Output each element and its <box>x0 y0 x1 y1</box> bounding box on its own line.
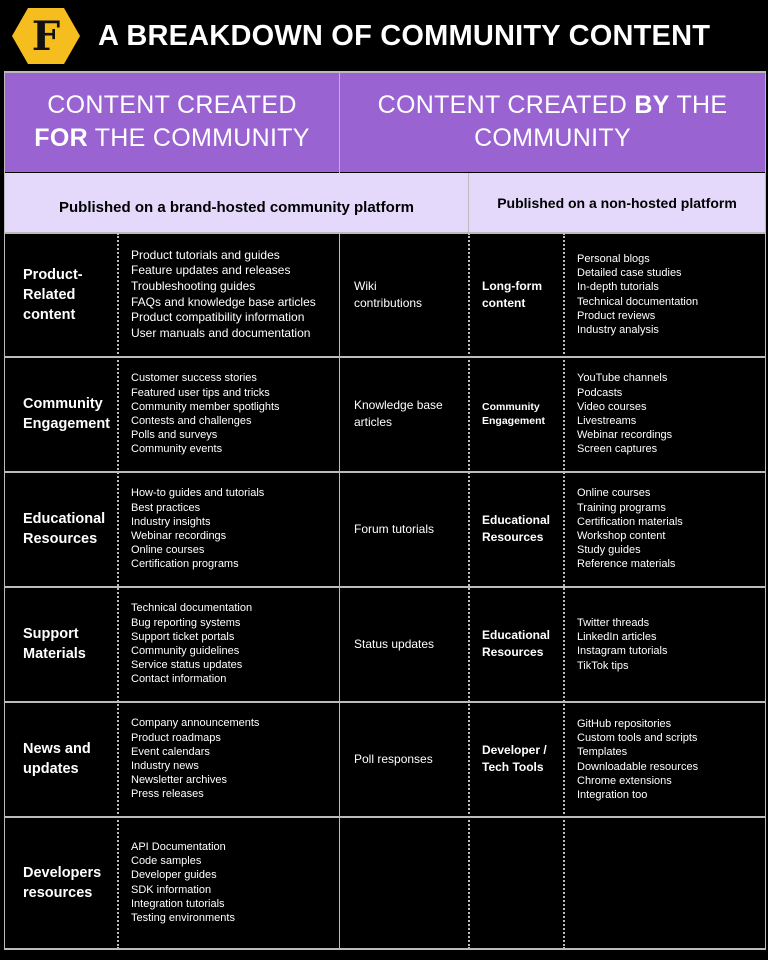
list-item: Screen captures <box>577 443 658 456</box>
list-item: Webinar recordings <box>131 530 227 542</box>
list-item: Twitter threads <box>577 617 650 629</box>
column-divider <box>339 233 340 949</box>
list-item: Company announcements <box>131 717 260 730</box>
list-item: Technical documentation <box>131 602 253 615</box>
list-item: Podcasts <box>577 386 623 399</box>
list-item: Online courses <box>577 487 651 500</box>
column-divider <box>339 71 340 173</box>
cell-text: Educational Resources <box>23 511 106 547</box>
row-right-category <box>469 587 564 701</box>
row-items-list <box>118 233 339 356</box>
list-item: Downloadable resources <box>577 760 699 773</box>
list-item: Polls and surveys <box>131 429 218 442</box>
cell-text: Educational Resources <box>482 513 551 544</box>
subheader-brand-hosted: Published on a brand-hosted community platform <box>5 173 468 233</box>
row-category <box>5 817 118 948</box>
list-item: User manuals and documentation <box>131 325 311 340</box>
row-items-list <box>118 472 339 586</box>
column-divider <box>765 71 766 950</box>
list-item: Code samples <box>131 855 202 868</box>
list-item: Developer guides <box>131 869 217 882</box>
row-right-category <box>469 817 564 948</box>
list-item: FAQs and knowledge base articles <box>131 294 316 309</box>
logo-letter: F <box>31 13 61 60</box>
row-right-items-list <box>564 357 765 471</box>
row-right-category <box>469 357 564 471</box>
list-item: Templates <box>577 746 628 759</box>
list-item: Custom tools and scripts <box>577 732 698 745</box>
page-title: A BREAKDOWN OF COMMUNITY CONTENT <box>98 20 711 52</box>
row-right-items-list <box>564 472 765 586</box>
row-right-category <box>469 472 564 586</box>
cell-text: Forum tutorials <box>354 521 435 536</box>
subheader-non-hosted: Published on a non-hosted platform <box>469 173 765 233</box>
list-item: Customer success stories <box>131 372 257 385</box>
list-item: Troubleshooting guides <box>131 278 256 293</box>
list-item: Personal blogs <box>577 252 650 265</box>
list-item: Featured user tips and tricks <box>131 386 270 399</box>
row-middle-content <box>340 233 468 356</box>
list-item: Livestreams <box>577 415 637 427</box>
list-item: Testing environments <box>131 911 235 924</box>
list-item: Community guidelines <box>131 645 240 657</box>
row-middle-content <box>340 357 468 471</box>
dotted-divider <box>117 233 119 949</box>
list-item: Certification programs <box>131 558 239 571</box>
cell-text: Wiki contributions <box>354 278 423 310</box>
cell-text: Educational Resources <box>482 628 551 659</box>
list-item: Event calendars <box>131 745 210 758</box>
cell-text: Support Materials <box>23 626 86 662</box>
row-category <box>5 587 118 701</box>
list-item: Service status updates <box>131 659 243 672</box>
list-item: Study guides <box>577 544 641 557</box>
list-item: GitHub repositories <box>577 718 672 730</box>
cell-text: Poll responses <box>354 751 433 766</box>
list-item: Webinar recordings <box>577 429 673 442</box>
row-items-list <box>118 817 339 948</box>
list-item: Reference materials <box>577 558 676 571</box>
list-item: Bug reporting systems <box>131 616 241 629</box>
row-items-list <box>118 357 339 471</box>
row-category <box>5 702 118 816</box>
row-right-category <box>469 233 564 356</box>
list-item: LinkedIn articles <box>577 631 657 644</box>
row-middle-content <box>340 472 468 586</box>
list-item: Product tutorials and guides <box>131 247 280 262</box>
cell-text: Knowledge base articles <box>354 398 443 429</box>
cell-text: Community Engagement <box>482 401 546 427</box>
cell-text: News and updates <box>23 741 91 777</box>
row-right-items-list <box>564 702 765 816</box>
row-right-category <box>469 702 564 816</box>
list-item: YouTube channels <box>577 372 668 385</box>
list-item: TikTok tips <box>577 659 629 672</box>
header-for-community: CONTENT CREATED FOR THE COMMUNITY <box>5 72 339 172</box>
list-item: Newsletter archives <box>131 774 227 787</box>
list-item: Integration too <box>577 789 648 802</box>
list-item: Support ticket portals <box>131 630 235 643</box>
row-right-items-list <box>564 817 765 948</box>
cell-text: Long-form content <box>482 278 542 310</box>
list-item: Product compatibility information <box>131 310 305 325</box>
list-item: Industry news <box>131 760 199 772</box>
row-items-list <box>118 702 339 816</box>
list-item: Contact information <box>131 673 227 686</box>
list-item: Community member spotlights <box>131 400 280 413</box>
list-item: Product roadmaps <box>131 731 221 744</box>
list-item: API Documentation <box>131 840 226 853</box>
column-divider <box>468 173 469 233</box>
list-item: Product reviews <box>577 309 656 322</box>
list-item: Community events <box>131 443 223 456</box>
row-middle-content <box>340 587 468 701</box>
list-item: Industry insights <box>131 515 211 528</box>
column-divider <box>4 71 5 950</box>
header-by-community: CONTENT CREATED BY THE COMMUNITY <box>340 72 765 172</box>
row-category <box>5 233 118 356</box>
list-item: Video courses <box>577 400 647 413</box>
dotted-divider <box>468 233 470 949</box>
cell-text: Developer / Tech Tools <box>482 743 547 774</box>
list-item: In-depth tutorials <box>577 281 659 294</box>
list-item: Feature updates and releases <box>131 263 291 278</box>
list-item: Technical documentation <box>577 295 699 308</box>
cell-text: Developers resources <box>23 864 102 901</box>
list-item: How-to guides and tutorials <box>131 487 265 500</box>
cell-text: Status updates <box>354 636 435 651</box>
row-middle-content <box>340 817 468 948</box>
list-item: Best practices <box>131 501 201 514</box>
row-category <box>5 472 118 586</box>
row-category <box>5 357 118 471</box>
list-item: Instagram tutorials <box>577 645 668 658</box>
list-item: Industry analysis <box>577 323 659 336</box>
cell-text: Product- Related content <box>23 266 83 323</box>
list-item: Chrome extensions <box>577 774 672 787</box>
row-right-items-list <box>564 587 765 701</box>
row-divider <box>4 71 766 73</box>
list-item: Online courses <box>131 544 205 557</box>
row-right-items-list <box>564 233 765 356</box>
list-item: Press releases <box>131 788 204 801</box>
list-item: Integration tutorials <box>131 897 225 910</box>
list-item: Detailed case studies <box>577 267 682 280</box>
dotted-divider <box>563 233 565 949</box>
list-item: Certification materials <box>577 515 683 528</box>
list-item: Workshop content <box>577 530 666 542</box>
row-items-list <box>118 587 339 701</box>
list-item: SDK information <box>131 883 212 896</box>
list-item: Training programs <box>577 501 666 514</box>
list-item: Contests and challenges <box>131 415 252 427</box>
row-middle-content <box>340 702 468 816</box>
cell-text: Community Engagement <box>23 396 111 432</box>
